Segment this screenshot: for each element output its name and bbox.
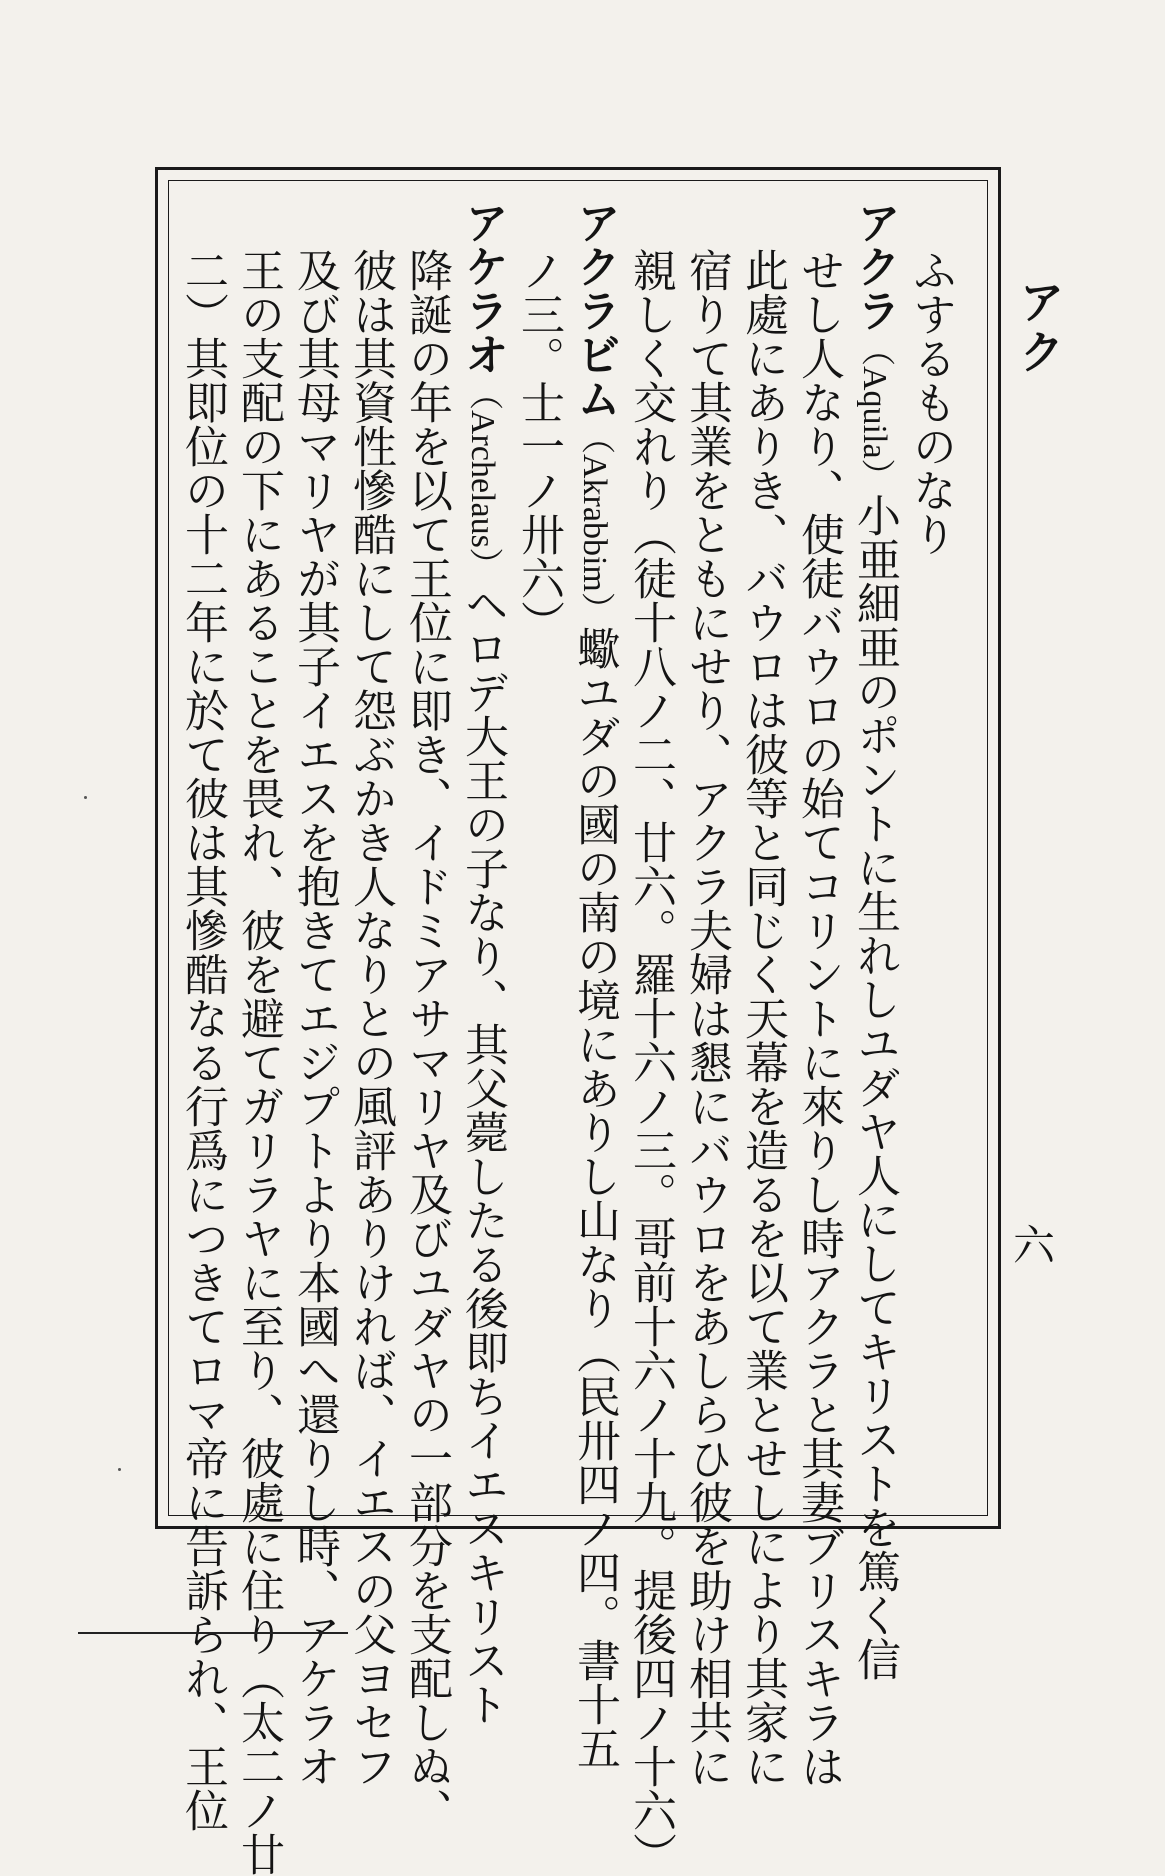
column-text: 宿りて其業をともにせり、アクラ夫婦は懇にバウロをあしらひ彼を助け相共に xyxy=(681,248,732,1788)
column-text: せし人なり、使徒バウロの始てコリントに來りし時アクラと其妻ブリスキラは xyxy=(793,248,844,1788)
text-column-8 xyxy=(513,248,564,644)
entry-aquila xyxy=(849,200,900,1681)
column-text: 此處にありき、バウロは彼等と同じく天幕を造るを以て業とせしにより其家に xyxy=(737,248,788,1788)
column-text: ノ三。士一ノ卅六） xyxy=(513,248,564,644)
text-column-11 xyxy=(345,248,396,1788)
running-head: アク xyxy=(1012,278,1066,378)
text-column-6 xyxy=(625,248,676,1876)
text-column-14 xyxy=(177,248,228,1832)
column-text: 降誕の年を以て王位に即き、イドミアサマリヤ及びユダヤの一部分を支配しぬ、 xyxy=(401,248,452,1832)
text-column-3 xyxy=(793,248,844,1788)
text-column-4 xyxy=(737,248,788,1788)
scan-speck xyxy=(84,796,87,799)
column-text: 及び其母マリヤが其子イエスを抱きてエジプトより本國へ還りし時、アケラオ xyxy=(289,248,340,1788)
entry-heading: アクラビム xyxy=(569,200,620,420)
entry-latin-name: （Akrabbim） xyxy=(576,420,613,626)
column-text: 小亜細亜のポントに生れしユダヤ人にしてキリストを篤く信 xyxy=(849,492,900,1681)
entry-heading: アクラ xyxy=(849,200,900,332)
column-text: 親しく交れり（徒十八ノ二、廿六。羅十六ノ三。哥前十六ノ十九。提後四ノ十六） xyxy=(625,248,676,1876)
column-text: 彼は其資性慘酷にして怨ぶかき人なりとの風評ありければ、イエスの父ヨセフ xyxy=(345,248,396,1788)
text-column-5 xyxy=(681,248,732,1788)
entry-latin-name: （Aquila） xyxy=(856,332,893,493)
column-text: 王の支配の下にあることを畏れ、彼を避てガリラヤに至り、彼處に住り（太二ノ廿 xyxy=(233,248,284,1876)
entry-archelaus xyxy=(457,200,508,1726)
page-number: 六 xyxy=(1013,1221,1056,1270)
entry-akrabbim xyxy=(569,200,620,1770)
column-text: 蠍ユダの國の南の境にありし山なり（民卅四ノ四。書十五 xyxy=(569,625,620,1770)
entry-latin-name: （Archelaus） xyxy=(464,376,501,582)
text-column-10 xyxy=(401,248,452,1832)
column-text: 二）其即位の十二年に於て彼は其慘酷なる行爲につきてロマ帝に告訴られ、王位 xyxy=(177,248,228,1832)
text-column-12 xyxy=(289,248,340,1788)
scan-speck xyxy=(118,1468,121,1471)
text-column-1 xyxy=(905,248,956,556)
column-text: ヘロデ大王の子なり、其父薨したる後即ちイエスキリスト xyxy=(457,581,508,1726)
column-text: ふするものなり xyxy=(905,248,956,556)
entry-heading: アケラオ xyxy=(457,200,508,376)
footnote-rule xyxy=(78,1632,348,1634)
